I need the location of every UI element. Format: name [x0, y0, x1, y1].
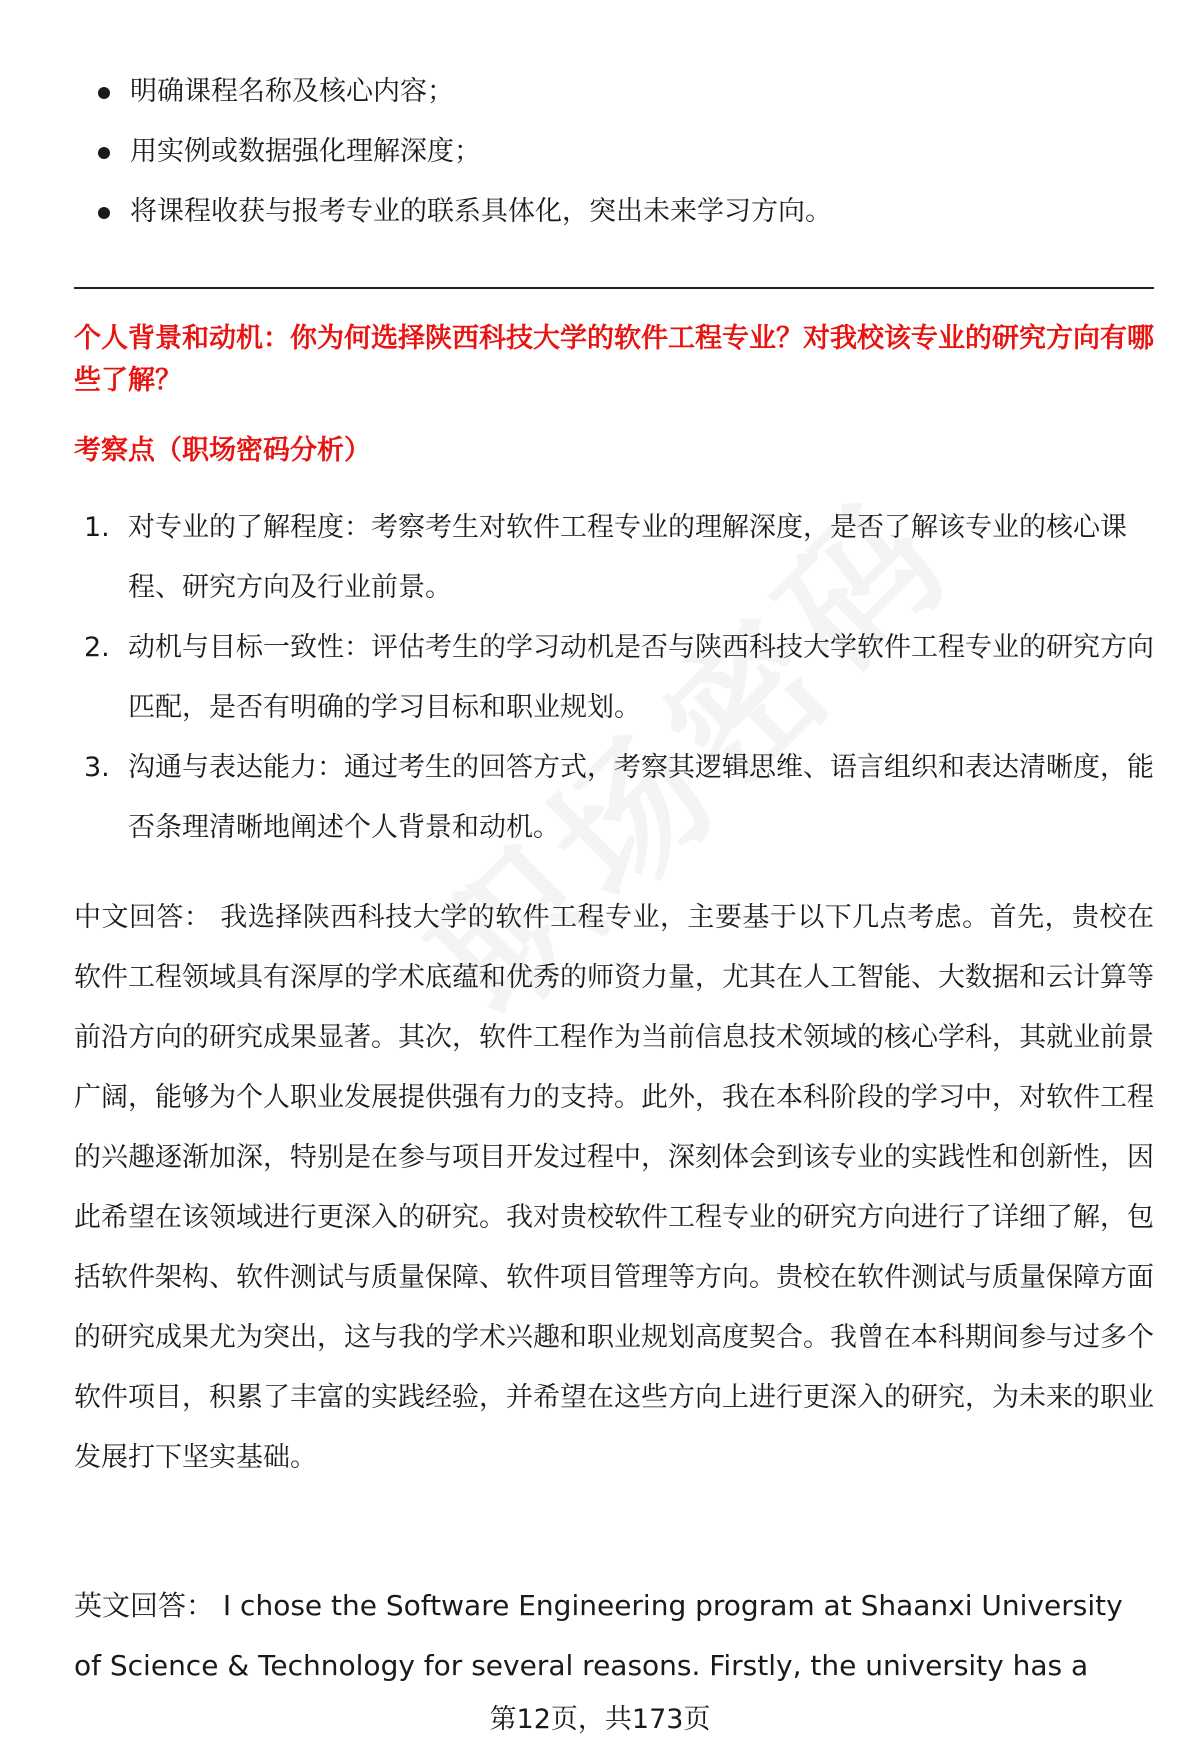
list-number: 1.: [84, 512, 110, 543]
list-text: 动机与目标一致性：评估考生的学习动机是否与陕西科技大学软件工程专业的研究方向匹配，是否有明确的学习目标和职业规划。: [128, 632, 1154, 723]
list-item: [84, 498, 1154, 618]
bullet-item: 将课程收获与报考专业的联系具体化，突出未来学习方向。: [96, 182, 1136, 242]
assessment-points-list: [84, 498, 1154, 858]
list-item: [84, 618, 1154, 738]
page-number: 第12页，共173页: [0, 1700, 1200, 1740]
bullet-item: 明确课程名称及核心内容；: [96, 62, 1136, 122]
question-heading: 个人背景和动机：你为何选择陕西科技大学的软件工程专业？对我校该专业的研究方向有哪些了解？: [74, 323, 1154, 396]
bullet-item: 用实例或数据强化理解深度；: [96, 122, 1136, 182]
list-number: 3.: [84, 752, 110, 783]
bullet-list: [96, 62, 1136, 242]
english-answer: 英文回答： I chose the Software Engineering program at Shaanxi University of Science & Technology for several reasons. Firstly, the university has a: [74, 1589, 1123, 1682]
section-divider: [74, 287, 1154, 289]
chinese-answer: 中文回答： 我选择陕西科技大学的软件工程专业，主要基于以下几点考虑。首先，贵校在软件工程领域具有深厚的学术底蕴和优秀的师资力量，尤其在人工智能、大数据和云计算等前沿方向的研究成果显著。其次，软件工程作为当前信息技术领域的核心学科，其就业前景广阔，能够为个人职业发展提供强有力的支持。此外，我在本科阶段的学习中，对软件工程的兴趣逐渐加深，特别是在参与项目开发过程中，深刻体会到该专业的实践性和创新性，因此希望在该领域进行更深入的研究。我对贵校软件工程专业的研究方向进行了详细了解，包括软件架构、软件测试与质量保障、软件项目管理等方向。贵校在软件测试与质量保障方面的研究成果尤为突出，这与我的学术兴趣和职业规划高度契合。我曾在本科期间参与过多个软件项目，积累了丰富的实践经验，并希望在这些方向上进行更深入的研究，为未来的职业发展打下坚实基础。: [74, 902, 1154, 1473]
list-item: [84, 738, 1154, 858]
section-title: 考察点（职场密码分析）: [74, 435, 371, 466]
list-text: 对专业的了解程度：考察考生对软件工程专业的理解深度，是否了解该专业的核心课程、研究方向及行业前景。: [128, 512, 1127, 603]
list-number: 2.: [84, 632, 110, 663]
list-text: 沟通与表达能力：通过考生的回答方式，考察其逻辑思维、语言组织和表达清晰度，能否条理清晰地阐述个人背景和动机。: [128, 752, 1154, 843]
